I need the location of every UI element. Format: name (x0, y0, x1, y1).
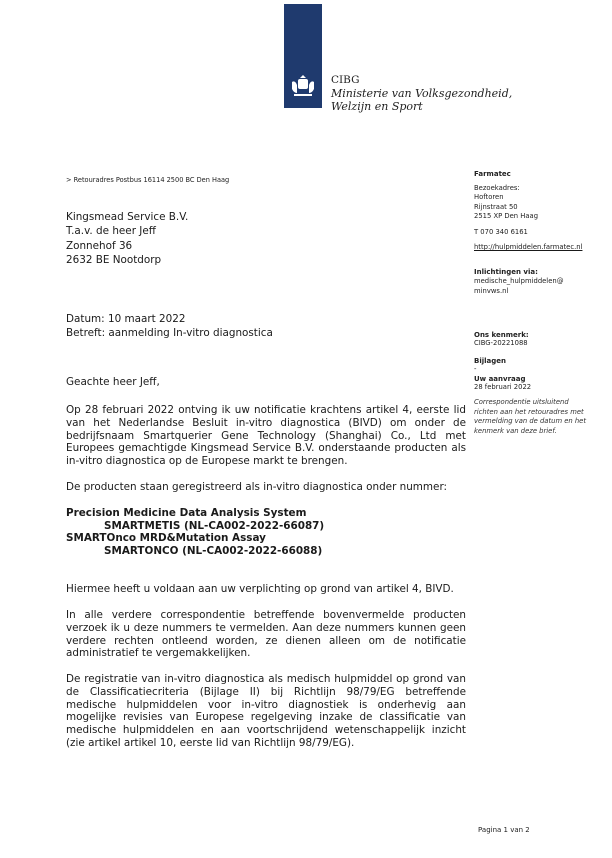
recipient-block (66, 210, 188, 268)
visit-line: 2515 XP Den Haag (474, 212, 539, 221)
info-label: Inlichtingen via: (474, 268, 538, 277)
letter-date: Datum: 10 maart 2022 (66, 313, 186, 325)
recipient-line: T.a.v. de heer Jeff (66, 225, 156, 238)
visit-address (474, 184, 594, 222)
visit-line: Rijnstraat 50 (474, 202, 518, 211)
return-address: > Retouradres Postbus 16114 2500 BC Den Haag (66, 176, 230, 184)
letter-subject: Betreft: aanmelding In-vitro diagnostica (66, 326, 273, 339)
visit-line: Hoftoren (474, 193, 504, 202)
attachments-value: - (474, 365, 477, 374)
meta-block (66, 313, 273, 340)
product-code: SMARTMETIS (NL-CA002-2022-66087) (104, 519, 325, 532)
reference-value: CIBG-20221088 (474, 339, 528, 347)
visit-label: Bezoekadres: (474, 184, 520, 192)
website-link[interactable]: http://hulpmiddelen.farmatec.nl (474, 243, 583, 252)
org-short: CIBG (331, 74, 360, 86)
paragraph-5: De registratie van in-vitro diagnostica als medisch hulpmiddel op grond van de Classificatiecriteria (Bijlage II) bij Richtlijn 98/79/EG betreffende medische hulpmiddelen voor in-vitro diagnostiek is onderhevig aan mogelijke revisies van Europese regelgeving inzake de classificatie van medische hulpmiddelen en aan voortschrijdend wetenschappelijk inzicht (zie artikel artikel 10, eerste lid van Richtlijn 98/79/EG). (66, 673, 466, 749)
product-code: SMARTONCO (NL-CA002-2022-66088) (104, 544, 323, 557)
info-contact (474, 277, 594, 296)
recipient-line: Kingsmead Service B.V. (66, 211, 189, 223)
website-link-wrap (474, 243, 594, 252)
logo-bar (284, 4, 322, 108)
salutation: Geachte heer Jeff, (66, 376, 160, 388)
paragraph-1: Op 28 februari 2022 ontving ik uw notificatie krachtens artikel 4, eerste lid van het Nederlandse Besluit in-vitro diagnostica (BIVD) om onder de bedrijfsnaam Smartquerier Gene Technology (Shanghai) Co., Ltd met Europees gemachtigde Kingsmead Service B.V. onderstaande producten als in-vitro diagnostica op de Europese markt te brengen. (66, 404, 466, 468)
org-name (331, 74, 512, 113)
phone-number: T 070 340 6161 (474, 227, 528, 236)
request-value: 28 februari 2022 (474, 382, 532, 391)
recipient-line: 2632 BE Nootdorp (66, 254, 162, 267)
paragraph-4: In alle verdere correspondentie betreffende bovenvermelde producten verzoek ik u deze nummers te vermelden. Aan deze nummers kunnen geen verdere rechten ontleend worden, ze dienen alleen om de notificatie administratief te vergemakkelijken. (66, 609, 466, 660)
info-email-domain: minvws.nl (474, 286, 509, 295)
attachments-label: Bijlagen (474, 357, 506, 366)
request-label: Uw aanvraag (474, 374, 526, 383)
product-name: SMARTOnco MRD&Mutation Assay (66, 532, 266, 545)
product-list (66, 507, 324, 557)
page-number: Pagina 1 van 2 (478, 826, 530, 834)
recipient-line: Zonnehof 36 (66, 239, 133, 252)
correspondence-note: Correspondentie uitsluitend richten aan het retouradres met vermelding van de datum en het kenmerk van deze brief. (474, 398, 587, 435)
org-line1: Ministerie van Volksgezondheid, (331, 87, 513, 100)
paragraph-2: De producten staan geregistreerd als in-vitro diagnostica onder nummer: (66, 481, 448, 493)
sidebar-refs (474, 331, 594, 437)
reference-label: Ons kenmerk: (474, 331, 529, 339)
paragraph-3: Hiermee heeft u voldaan aan uw verplichting op grond van artikel 4, BIVD. (66, 583, 454, 595)
crest-icon (289, 72, 317, 100)
info-email: medische_hulpmiddelen@ (474, 277, 564, 286)
sidebar-dept: Farmatec (474, 170, 511, 178)
org-line2: Welzijn en Sport (331, 100, 423, 113)
sidebar (474, 170, 594, 296)
product-name: Precision Medicine Data Analysis System (66, 507, 307, 519)
